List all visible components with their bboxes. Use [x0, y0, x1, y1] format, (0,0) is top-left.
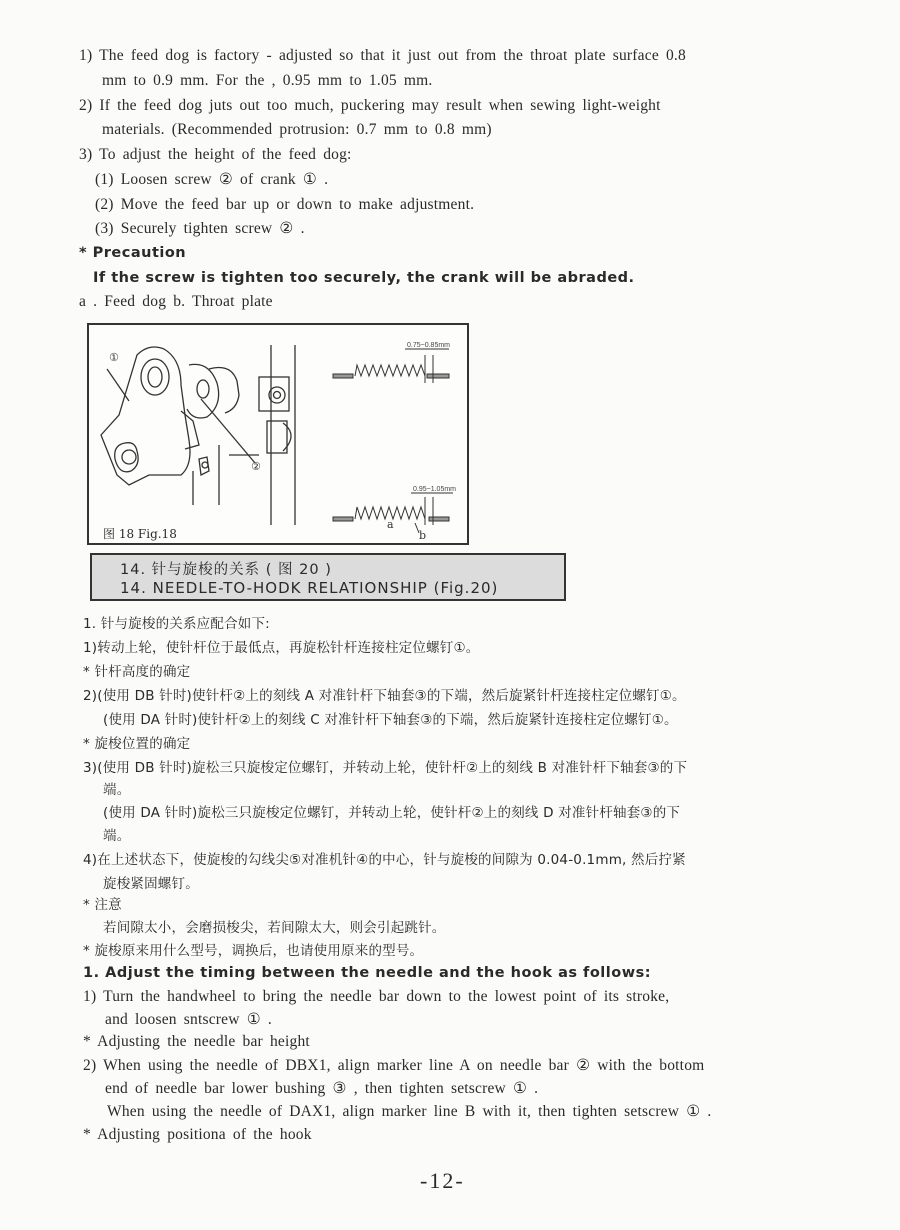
callout-1: ① [109, 351, 119, 364]
text-line: 若间隙太小，会磨损梭尖，若间隙太大，则会引起跳针。 [103, 920, 446, 936]
figure-18 [87, 323, 469, 545]
text-line: 3) To adjust the height of the feed dog: [79, 146, 352, 163]
text-line: 1. Adjust the timing between the needle and the hook as follows: [83, 965, 652, 981]
text-line: (2) Move the feed bar up or down to make adjustment. [95, 196, 475, 213]
text-line: * Precaution [79, 245, 187, 261]
section-title-en: 14. NEEDLE-TO-HODK RELATIONSHIP (Fig.20) [120, 579, 499, 597]
text-line: 2)(使用 DB 针时)使针杆②上的刻线 A 对准针杆下轴套③的下端，然后旋紧针杆连接柱定位螺钉①。 [83, 688, 686, 704]
text-line: * Adjusting positiona of the hook [83, 1126, 312, 1143]
text-line: 4)在上述状态下，使旋梭的勾线尖⑤对准机针④的中心，针与旋梭的间隙为 0.04-0.1mm, 然后拧紧 [83, 852, 686, 868]
text-line: mm to 0.9 mm. For the , 0.95 mm to 1.05 mm. [102, 72, 433, 89]
label-a: a [387, 518, 394, 531]
text-line: and loosen sntscrew ① . [105, 1011, 272, 1028]
text-line: 2) If the feed dog juts out too much, puckering may result when sewing light-weight [79, 97, 661, 114]
text-line: (3) Securely tighten screw ② . [95, 220, 305, 237]
page-number: -12- [420, 1168, 465, 1193]
section-title-zh: 14. 针与旋梭的关系 ( 图 20 ) [120, 562, 332, 578]
text-line: * 针杆高度的确定 [83, 664, 191, 680]
text-line: * 旋梭原来用什么型号，调换后，也请使用原来的型号。 [83, 943, 424, 959]
label-b: b [419, 529, 427, 542]
feed-dog-diagram [89, 325, 467, 543]
text-line: 3)(使用 DB 针时)旋松三只旋梭定位螺钉，并转动上轮，使针杆②上的刻线 B 对准针杆下轴套③的下 [83, 760, 688, 776]
text-line: end of needle bar lower bushing ③ , then tighten setscrew ① . [105, 1080, 539, 1097]
text-line: (使用 DA 针时)旋松三只旋梭定位螺钉，并转动上轮，使针杆②上的刻线 D 对准针杆轴套③的下 [103, 805, 681, 821]
text-line: 2) When using the needle of DBX1, align marker line A on needle bar ② with the bottom [83, 1057, 705, 1074]
dimension-bottom: 0.95~1.05mm [413, 486, 456, 493]
text-line: When using the needle of DAX1, align marker line B with it, then tighten setscrew ① . [107, 1103, 712, 1120]
text-line: 端。 [103, 782, 131, 798]
text-line: 端。 [103, 828, 131, 844]
text-line: 1)转动上轮，使针杆位于最低点，再旋松针杆连接柱定位螺钉①。 [83, 640, 480, 656]
text-line: (使用 DA 针时)使针杆②上的刻线 C 对准针杆下轴套③的下端，然后旋紧针连接柱定位螺钉①。 [103, 712, 678, 728]
callout-2: ② [251, 460, 261, 473]
text-line: If the screw is tighten too securely, the crank will be abraded. [93, 270, 635, 286]
text-line: 1. 针与旋梭的关系应配合如下: [83, 616, 270, 632]
text-line: 1) Turn the handwheel to bring the needle bar down to the lowest point of its stroke, [83, 988, 670, 1005]
text-line: materials. (Recommended protrusion: 0.7 mm to 0.8 mm) [102, 121, 492, 138]
text-line: * Adjusting the needle bar height [83, 1033, 310, 1050]
text-line: 1) The feed dog is factory - adjusted so that it just out from the throat plate surface 0.8 [79, 47, 686, 64]
dimension-top: 0.75~0.85mm [407, 342, 450, 349]
figure-caption: 图 18 Fig.18 [103, 527, 177, 541]
text-line: a . Feed dog b. Throat plate [79, 293, 273, 310]
section-header-14 [90, 553, 566, 601]
text-line: * 旋梭位置的确定 [83, 736, 191, 752]
text-line: * 注意 [83, 897, 122, 913]
text-line: (1) Loosen screw ② of crank ① . [95, 171, 329, 188]
text-line: 旋梭紧固螺钉。 [103, 876, 199, 892]
